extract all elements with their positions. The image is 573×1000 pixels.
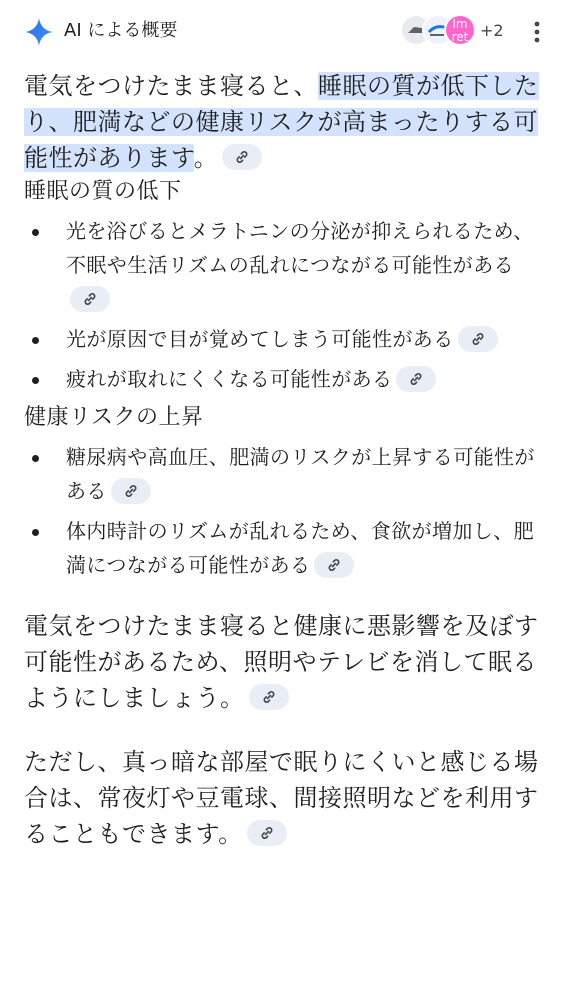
ai-overview-header	[0, 0, 573, 62]
list-item-text: 光を浴びるとメラトニンの分泌が抑えられるため、不眠や生活リズムの乱れにつながる可能性がある	[66, 219, 534, 277]
lead-highlight: 睡眠の質が低下したり、肥満などの健康リスクが高まったりする可能性があります	[24, 72, 539, 172]
lead-text: 電気をつけたまま寝ると、	[24, 72, 318, 100]
list-item	[24, 440, 544, 508]
list-item	[24, 214, 544, 316]
link-icon	[471, 332, 485, 346]
source-avatars[interactable]	[400, 14, 480, 48]
bullet-list	[24, 440, 544, 582]
more-sources-count[interactable]: +2	[480, 21, 504, 40]
bullet-list	[24, 214, 544, 396]
link-icon	[327, 558, 341, 572]
citation-link-chip[interactable]	[70, 286, 110, 312]
closing-text: ただし、真っ暗な部屋で眠りにくいと感じる場合は、常夜灯や豆電球、間接照明などを利用することもできます。	[24, 748, 539, 848]
list-item-text: 疲れが取れにくくなる可能性がある	[66, 367, 393, 391]
section-heading: 睡眠の質の低下	[24, 179, 182, 204]
link-icon	[260, 826, 274, 840]
citation-link-chip[interactable]	[396, 366, 436, 392]
overview-content	[24, 62, 544, 852]
list-item-text: 光が原因で目が覚めてしまう可能性がある	[66, 327, 454, 351]
link-icon	[124, 484, 138, 498]
bullet-dot	[32, 337, 39, 344]
link-icon	[409, 372, 423, 386]
link-icon	[83, 292, 97, 306]
citation-link-chip[interactable]	[247, 820, 287, 846]
closing-paragraph	[24, 608, 544, 716]
gemini-sparkle-icon	[24, 17, 54, 47]
citation-link-chip[interactable]	[111, 478, 151, 504]
list-item	[24, 322, 544, 356]
section-heading: 健康リスクの上昇	[24, 405, 204, 430]
list-item	[24, 362, 544, 396]
citation-link-chip[interactable]	[314, 552, 354, 578]
list-item-text: 糖尿病や高血圧、肥満のリスクが上昇する可能性がある	[66, 445, 535, 503]
list-item	[24, 514, 544, 582]
bullet-dot	[32, 529, 39, 536]
bullet-dot	[32, 229, 39, 236]
bullet-dot	[32, 455, 39, 462]
citation-link-chip[interactable]	[458, 326, 498, 352]
link-icon	[235, 150, 249, 164]
lead-paragraph	[24, 68, 544, 176]
list-item-text: 体内時計のリズムが乱れるため、食欲が増加し、肥満につながる可能性がある	[66, 519, 534, 577]
source-avatar-3[interactable]: Im ret	[444, 14, 476, 46]
closing-paragraph	[24, 744, 544, 852]
citation-link-chip[interactable]	[222, 144, 262, 170]
citation-link-chip[interactable]	[249, 684, 289, 710]
link-icon	[262, 690, 276, 704]
header-title: AI による概要	[64, 20, 178, 41]
lead-end: 。	[193, 144, 219, 172]
closing-text: 電気をつけたまま寝ると健康に悪影響を及ぼす可能性があるため、照明やテレビを消して眠るようにしましょう。	[24, 612, 539, 712]
more-vert-icon[interactable]	[530, 18, 544, 46]
bullet-dot	[32, 377, 39, 384]
